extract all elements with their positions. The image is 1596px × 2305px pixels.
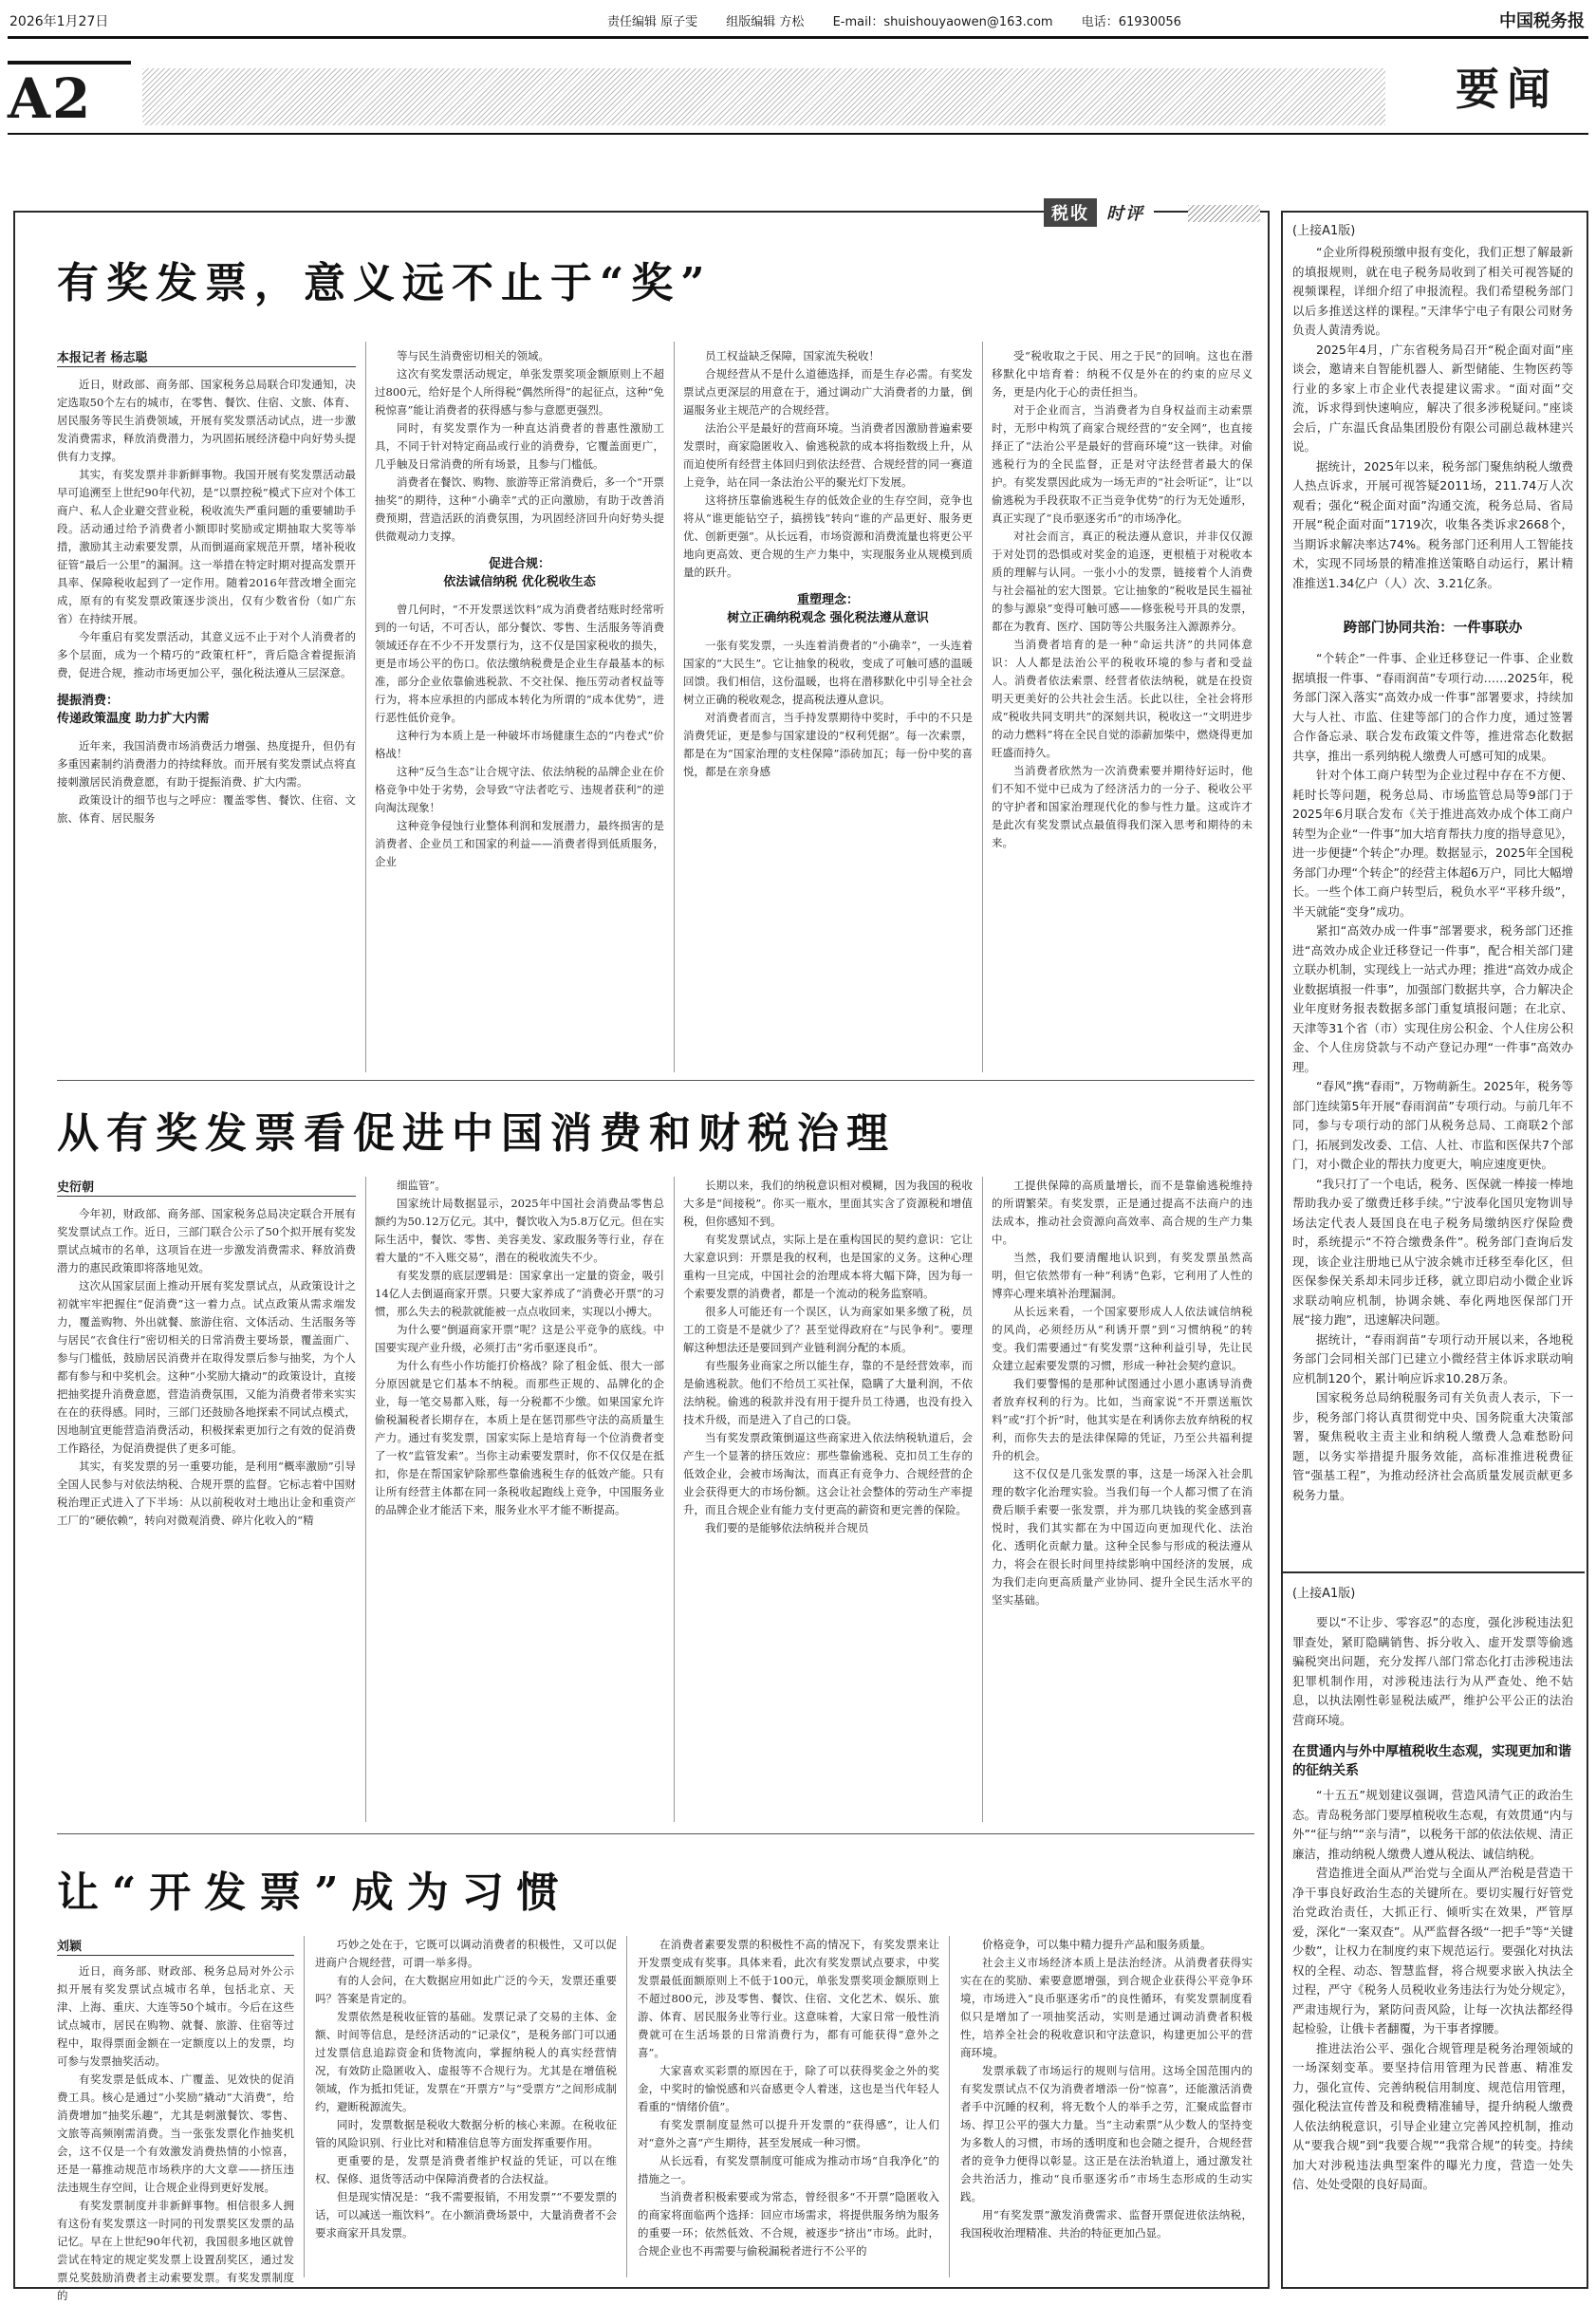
paragraph: 消费者在餐饮、购物、旅游等正常消费后，多一个“开票抽奖”的期待，这种“小确幸”式的正向激励，有助于改善消费预期，营造活跃的消费氛围，为巩固经济回升向好势头提供微观动力支撑。 <box>375 475 664 543</box>
paragraph: 这将挤压靠偷逃税生存的低效企业的生存空间，竞争也将从“谁更能钻空子，搞捞钱”转向“谁的产品更好、服务更优、创新更强”。从长远看，市场资源和消费流量也将更公平地向更高效、更合规的生产力集中，实现服务业从规模到质量的跃升。 <box>683 493 973 579</box>
subhead-line: 树立正确纳税观念 强化税法遵从意识 <box>727 611 929 625</box>
column-tag-tax: 税收 <box>1044 198 1097 227</box>
paragraph: 有奖发票的底层逻辑是：国家拿出一定量的资金，吸引14亿人去倒逼商家开票。只要大家养成了“消费必开票”的习惯，那么失去的税款就能被一点点收回来，实现以小搏大。 <box>375 1269 664 1318</box>
paragraph: 等与民生消费密切相关的领域。 <box>397 349 549 362</box>
paragraph: 长期以来，我们的纳税意识相对模糊，因为我国的税收大多是“间接税”。你买一瓶水，里面其实含了资源税和增值税，但你感知不到。 <box>683 1179 973 1228</box>
paragraph: 在消费者素要发票的积极性不高的情况下，有奖发票来让开发票变成有奖事。具体来看，此次有奖发票试点要求，中奖发票最低面额原则上不低于100元，单张发票奖项金额原则上不超过800元，涉及零售、餐饮、住宿、文化艺术、娱乐、旅游、体育、居民服务业等行业。这意味着，大家日常一般性消费就可在生活场景的日常消费行为，都有可能获得“意外之喜”。 <box>638 1938 939 2059</box>
paragraph: 据统计，2025年以来，税务部门聚焦纳税人缴费人热点诉求，开展可视答疑2011场，211.74万人次观看；强化“税企面对面”沟通交流，税务总局、省局开展“税企面对面”1719次，收集各类诉求2668个，当期诉求解决率达74%。税务部门还利用人工智能技术，实现不同场景的精准推送策略自动运行，累计精准推送1.34亿户（人）次、3.21亿条。 <box>1292 458 1573 590</box>
editor-name: 责任编辑 原子雯 <box>607 15 698 29</box>
paragraph: 营造推进全面从严治党与全面从严治税是营造干净干事良好政治生态的关键所在。要切实履行好管党治党政治责任，大抓正行、倾听实在效果，严管厚爱，深化“一案双查”。从严监督各级“一把手”等“关键少数”，让权力在制度约束下规范运行。要强化对执法权的全程、动态、智慧监督，将合规要求嵌入执法全过程，严守《税务人员税收业务违法行为处分规定》，严肃违规行为，紧防问责风险，让每一次执法都经得起检验，让俄卡者翻覆，为干事者撑腰。 <box>1292 1866 1573 2035</box>
sidebar-bottom-text-b <box>1292 1786 1573 2276</box>
paragraph: 这不仅仅是几张发票的事，这是一场深入社会肌理的数字化治理实验。当我们每一个人都习惯了在消费后顺手索要一张发票，并为那几块钱的奖金感到喜悦时，我们其实都在为中国迈向更加现代化、法治化、透明化贡献力量。这种全民参与形成的税法遵从力，将会在很长时间里持续影响中国经济的发展，成为我们走向更高质量产业协同、提升全民生活水平的坚实基础。 <box>992 1467 1253 1607</box>
paragraph: 这种竞争侵蚀行业整体利润和发展潜力，最终损害的是消费者、企业员工和国家的利益——消费者得到低质服务，企业 <box>375 819 664 868</box>
paragraph: 发票依然是税收征管的基础。发票记录了交易的主体、金额、时间等信息，是经济活动的“记录仪”，是税务部门可以通过发票信息追踪资金和货物流向，掌握纳税人的真实经营情况，有效防止隐匿收入、虚报等不合规行为。尤其是在增值税领域，作为抵扣凭证，发票在“开票方”与“受票方”之间形成制约，避断税源流失。 <box>315 2010 617 2113</box>
column-divider <box>365 1177 366 1822</box>
article1-byline: 本报记者 杨志聪 <box>57 351 148 365</box>
paragraph: 合规经营从不是什么道德选择，而是生存必需。有奖发票试点更深层的用意在于，通过调动广大消费者的力量，倒逼服务业主规范产的合规经营。 <box>683 367 973 417</box>
article1-column-2 <box>375 347 664 1072</box>
paragraph: 受“税收取之于民、用之于民”的回响。这也在潜移默化中培育着：纳税不仅是外在的约束的应尽义务，更是内化于心的责任担当。 <box>992 349 1253 399</box>
paragraph: 工提供保障的高质量增长，而不是靠偷逃税维持的所谓繁荣。有奖发票，正是通过提高不法商户的违法成本，推动社会资源向高效率、高合规的生产力集中。 <box>992 1179 1253 1246</box>
article3-column-4 <box>960 1936 1253 2276</box>
sidebar-mid-text <box>1292 649 1573 1560</box>
article2-column-3 <box>683 1177 973 1820</box>
article2-column-4 <box>992 1177 1253 1820</box>
subhead-line: 重塑理念： <box>796 593 859 607</box>
article-separator <box>57 1080 1254 1081</box>
paragraph: 为什么要“倒逼商家开票”呢？这是公平竞争的底线。中国要实现产业升级，必须打击“劣币驱逐良币”。 <box>375 1323 664 1354</box>
section-rule <box>8 133 1588 135</box>
column-divider <box>674 342 675 1072</box>
newspaper-name: 中国税务报 <box>1499 11 1585 31</box>
paragraph: 要以“不让步、零容忍”的态度，强化涉税违法犯罪查处，紧盯隐瞒销售、拆分收入、虚开发票等偷逃骗税突出问题，充分发挥八部门常态化打击涉税违法犯罪机制作用，对涉税违法行为从严查处、绝不姑息，以执法刚性彰显税法威严，维护公平公正的法治营商环境。 <box>1292 1615 1573 1727</box>
paragraph: 2025年4月，广东省税务局召开“税企面对面”座谈会，邀请来自智能机器人、新型储能、生物医药等行业的多家上市企业代表提建议需求。“面对面”交流，诉求得到快速响应，解决了很多涉税疑问。”座谈会后，广东温氏食品集团股份有限公司副总裁林建兴说。 <box>1292 342 1573 454</box>
paragraph: 巧妙之处在于，它既可以调动消费者的积极性，又可以促进商户合规经营，可谓一举多得。 <box>315 1938 617 1969</box>
paragraph: “个转企”一件事、企业迁移登记一件事、企业数据填报一件事、“春雨润苗”专项行动……2025年，税务部门深入落实“高效办成一件事”部署要求，持续加大与人社、市监、住建等部门的合作力度，通过签署合作备忘录、联合发布政策文件等，推进常态化数据共享，推出一系列纳税人缴费人可感可知的成果。 <box>1292 651 1573 763</box>
paragraph: 对社会而言，真正的税法遵从意识，并非仅仅源于对处罚的恐惧或对奖金的追逐，更根植于对税收本质的理解与认同。一张小小的发票，链接着个人消费与社会福祉的宏大图景。它让抽象的“税收是民生福祉的参与源泉”变得可触可感——修张税号开具的发票，都在为教育、医疗、国防等公共服务注入源源养分。 <box>992 530 1253 633</box>
article1-column-4 <box>992 347 1253 1072</box>
article1-subhead-3 <box>683 591 973 627</box>
paragraph: 推进法治公平、强化合规管理是税务治理领域的一场深刻变革。要坚持信用管理为民普惠、精准发力，强化宣传、完善纳税信用制度、规范信用管理，强化税法宣传普及和税费精准辅导，提升纳税人缴费人依法纳税意识，引导企业建立完善风控机制，推动从“要我合规”到“我要合规”“我常合规”的转变。持续加大对涉税违法典型案件的曝光力度，营造一处失信、处处受限的良好局面。 <box>1292 2040 1573 2191</box>
sidebar-subhead: 在贯通内与外中厚植税收生态观，实现更加和谐的征纳关系 <box>1292 1744 1571 1778</box>
paragraph: 对于企业而言，当消费者为自身权益而主动索票时，无形中构筑了商家合规经营的“安全网”，也直接择正了“法治公平是最好的营商环境”这一铁律。对偷逃税行为的全民监督，正是对守法经营者最大的保护。有奖发票因此成为一场无声的“社会听证”，让“以偷逃税为手段获取不正当竞争优势”的行为无处遁形，真正实现了“良币驱逐劣币”的市场净化。 <box>992 403 1253 525</box>
subhead-line: 传递政策温度 助力扩大内需 <box>57 712 210 726</box>
page-number: A2 <box>8 66 93 131</box>
paragraph: 国家税务总局纳税服务司有关负责人表示，下一步，税务部门将认真贯彻党中央、国务院重大决策部署，聚焦税收主责主业和纳税人缴费人急难愁盼问题，以务实举措提升服务效能，高标准推进税费征管“强基工程”，为推动经济社会高质量发展贡献更多税务力量。 <box>1292 1390 1573 1502</box>
paragraph: 一张有奖发票，一头连着消费者的“小确幸”，一头连着国家的“大民生”。它让抽象的税收，变成了可触可感的温暖回馈。我们相信，这份温暖，也将在潜移默化中引导全社会树立正确的税收观念，提高税法遵从意识。 <box>683 639 973 706</box>
column-divider <box>674 1177 675 1822</box>
paragraph: 有奖发票试点，实际上是在重构国民的契约意识：它让大家意识到：开票是我的权利，也是国家的义务。这种心理重构一旦完成，中国社会的治理成本将大幅下降，因为每一个索要发票的消费者，都是一个流动的税务监察哨。 <box>683 1233 973 1300</box>
paragraph: 当消费者欣然为一次消费索要并期待好运时，他们不知不觉中已成为了经济活力的一分子、税收公平的守护者和国家治理现代化的参与性力量。这或许才是此次有奖发票试点最值得我们深入思考和期待的未来。 <box>992 764 1253 849</box>
paragraph: 从长远来看，一个国家要形成人人依法诚信纳税的风尚，必须经历从“利诱开票”到“习惯纳税”的转变。我们需要通过“有奖发票”这种利益引导，先让民众建立起索要发票的习惯，形成一种社会契约意识。 <box>992 1305 1253 1372</box>
paragraph: 对消费者而言，当手持发票期待中奖时，手中的不只是消费凭证，更是参与国家建设的“权利凭据”。每一次索票，都是在为“国家治理的支柱保障”添砖加瓦；每一份中奖的喜悦，都是在亲身感 <box>683 711 973 778</box>
column-divider <box>626 1936 627 2277</box>
article1-column-1 <box>57 376 356 1072</box>
paragraph: 近年来，我国消费市场消费活力增强、热度提升，但仍有多重因素制约消费潜力的持续释放。而开展有奖发票试点将直接刺激居民消费意愿，有助于提振消费、扩大内需。 <box>57 739 356 789</box>
paragraph: 发票承载了市场运行的规则与信用。这场全国范围内的有奖发票试点不仅为消费者增添一份“惊喜”，还能激活消费者手中沉睡的权利，将无数个人的举手之劳，汇聚成监督市场、捍卫公平的强大力量。当“主动索票”从少数人的坚持变为多数人的习惯，市场的透明度和也会随之提升，合规经营者的竞争力便得以彰显。这正是在法治轨道上，通过激发社会共治活力，推动“良币驱逐劣币”市场生态形成的生动实践。 <box>960 2064 1253 2203</box>
paragraph: 今年初，财政部、商务部、国家税务总局决定联合开展有奖发票试点工作。近日，三部门联合公示了50个拟开展有奖发票试点城市的名单，这项旨在进一步激发消费需求、释放消费潜力的惠民政策即将落地见效。 <box>57 1207 356 1274</box>
header-hatch-band <box>142 68 1385 125</box>
paragraph: 这次从国家层面上推动开展有奖发票试点，从政策设计之初就牢牢把握住“促消费”这一着力点。试点政策从需求端发力，覆盖购物、外出就餐、旅游住宿、文体活动、生活服务等与居民“衣食住行”密切相关的日常消费主要场景，覆盖面广、参与门槛低，鼓励居民消费并在取得发票后参与抽奖，为个人都有参与和中奖机会。这种“小奖励大撬动”的政策设计，直接把抽奖提升消费意愿，营造消费氛围，又能为消费者带来实实在在的获得感。同时，三部门还鼓励各地探索不同试点模式，因地制宜更能营造消费活动，积极探索更加行之有效的促消费工作路径，为促消费提供了更多可能。 <box>57 1279 356 1455</box>
email-address: E-mail：shuishouyaowen@163.com <box>832 15 1053 29</box>
issue-date: 2026年1月27日 <box>9 14 109 29</box>
phone-number: 电话：61930056 <box>1081 15 1181 29</box>
paragraph: 但是现实情况是：“我不需要报销，不用发票”“不要发票的话，可以减送一瓶饮料”。在小额消费场景中，大量消费者不会要求商家开具发票。 <box>315 2190 617 2240</box>
paragraph: 紧扣“高效办成一件事”部署要求，税务部门还推进“高效办成企业迁移登记一件事”，配合相关部门建立联办机制，实现线上一站式办理；推进“高效办成企业数据填报一件事”，加强部门数据共享，合力解决企业年度财务报表数据多部门重复填报问题；在北京、天津等31个省（市）实现住房公积金、个人住房公积金、个人住房贷款与不动产登记办理“一件事”高效办理。 <box>1292 923 1573 1074</box>
column-divider <box>304 1936 305 2277</box>
sidebar-bottom-text-a <box>1292 1613 1573 1727</box>
subhead-line: 促进合规： <box>488 557 550 571</box>
paragraph: 我们要警惕的是那种试图通过小恩小惠诱导消费者放弃权利的行为。比如，当商家说“不开票送瓶饮料”或“打个折”时，他其实是在利诱你去放弃纳税的权利，而你失去的是法律保障的凭证，乃至公共福利提升的机会。 <box>992 1377 1253 1462</box>
article3-byline: 刘颖 <box>57 1940 83 1954</box>
article3-column-3 <box>638 1936 939 2276</box>
article3-title: 让“开发票”成为习惯 <box>57 1868 572 1917</box>
paragraph: 同时，有奖发票作为一种直达消费者的普惠性激励工具，不同于针对特定商品或行业的消费券，它覆盖面更广，几乎触及日常消费的所有场景，且参与门槛低。 <box>375 421 664 471</box>
column-divider <box>949 1936 950 2277</box>
article2-title: 从有奖发票看促进中国消费和财税治理 <box>57 1109 896 1158</box>
paragraph: 有奖发票制度并非新鲜事物。相信很多人拥有这份有奖发票这一时同的刊发票奖区发票的品记忆。早在上世纪90年代初，我国很多地区就曾尝试在特定的规定奖发票上设置刮奖区，通过发票兑奖鼓励消费者主动索要发票。有奖发票制度的 <box>57 2199 294 2302</box>
article-separator <box>57 1833 1254 1834</box>
layout-editor-name: 组版编辑 方松 <box>726 15 805 29</box>
paragraph: 政策设计的细节也与之呼应：覆盖零售、餐饮、住宿、文旅、体育、居民服务 <box>57 793 356 825</box>
editor-info <box>607 11 1206 29</box>
paragraph: 法治公平是最好的营商环境。当消费者因激励普遍索要发票时，商家隐匿收入、偷逃税款的成本将指数级上升，从而迫使所有经营主体回归到依法经营、合规经营的同一赛道上竞争，站在同一条法治公平的聚光灯下发展。 <box>683 421 973 489</box>
column-divider <box>982 342 983 1072</box>
column-divider <box>982 1177 983 1822</box>
header-rule <box>8 36 1588 39</box>
paragraph: 当消费者积极索要或为常态，曾经很多“不开票”隐匿收入的商家将面临两个选择：回应市场需求，将提供服务纳为服务的重要一环；依然低效、不合规，被逐步“挤出”市场。此时，合规企业也不再需要与偷税漏税者进行不公平的 <box>638 2190 939 2258</box>
article2-byline: 史衍朝 <box>57 1180 95 1195</box>
paragraph: 有些服务业商家之所以能生存，靠的不是经营效率，而是偷逃税款。他们不给员工买社保，隐瞒了大量利润，不依法纳税。偷逃的税款并没有用于提升员工待遇，也没有投入技术升级，而是进入了自己的口袋。 <box>683 1359 973 1426</box>
paragraph: 同时，发票数据是税收大数据分析的核心来源。在税收征管的风险识别、行业比对和精准信息等方面发挥重要作用。 <box>315 2118 617 2149</box>
paragraph: 其实，有奖发票并非新鲜事物。我国开展有奖发票活动最早可追溯至上世纪90年代初，是“以票控税”模式下应对个体工商户、私人企业避交营业税，税收流失严重问题的重要辅助手段。活动通过给予消费者小额即时奖励或定期抽取大奖等举措，激励其主动索要发票，从而倒逼商家规范开票，堵补税收征管“最后一公里”的漏洞。这一举措在特定时期对提高发票开具率、保障税收起到了一定作用。随着2016年营改增全面完成，原有的有奖发票政策逐步淡出，仅有少数省份（如广东省）在持续开展。 <box>57 468 356 625</box>
paragraph: 社会主义市场经济本质上是法治经济。从消费者获得实实在在的奖励、索要意愿增强，到合规企业获得公平竞争环境，市场进入“良币驱逐劣币”的良性循环，有奖发票制度看似只是增加了一项抽奖活动，实则是通过调动消费者积极性，培养全社会的税收意识和守法意识，构建更加公平的营商环境。 <box>960 1956 1253 2059</box>
article3-byline-rule <box>57 1955 294 1956</box>
paragraph: “春风”携“春雨”，万物萌新生。2025年，税务等部门连续第5年开展“春雨润苗”专项行动。与前几年不同，参与专项行动的部门从税务总局、工商联2个部门，拓展到发改委、工信、人社、市监和医保共7个部门，对小微企业的帮扶力度更大，响应速度更快。 <box>1292 1079 1573 1171</box>
paragraph: 用“有奖发票”激发消费需求、监督开票促进依法纳税，我国税收治理精准、共治的特征更加凸显。 <box>960 2208 1253 2240</box>
subhead-line: 提振消费： <box>57 694 120 708</box>
paragraph: 有的人会问，在大数据应用如此广泛的今天，发票还重要吗？答案是肯定的。 <box>315 1974 617 2005</box>
article1-byline-rule <box>57 366 356 367</box>
paragraph: 近日，财政部、商务部、国家税务总局联合印发通知，决定选取50个左右的城市，在零售、餐饮、住宿、文旅、体育、居民服务等民生消费领域，开展有奖发票活动试点，进一步激发消费需求，释放消费潜力，为巩固拓展经济稳中向好势头提供有力支撑。 <box>57 378 356 463</box>
paragraph: 有奖发票是低成本、广覆盖、见效快的促消费工具。核心是通过“小奖励”撬动“大消费”，给消费增加“抽奖乐趣”，尤其是刺激餐饮、零售、文旅等高频刚需消费。当一张张发票化作抽奖机会，这不仅是一个有效激发消费热情的小惊喜，还是一幕推动规范市场秩序的大文章——挤压违法违规生存空间，让合规企业得到更好发展。 <box>57 2073 294 2194</box>
tag-hatch <box>1188 205 1260 222</box>
paragraph: 价格竞争，可以集中精力提升产品和服务质量。 <box>982 1938 1212 1951</box>
sidebar-separator <box>1283 1571 1585 1573</box>
paragraph: 这种“反刍生态”让合规守法、依法纳税的品牌企业在价格竞争中处于劣势，会导致“守法者吃亏、违规者获利”的逆向淘汰现象！ <box>375 765 664 814</box>
paragraph: 我们要的是能够依法纳税并合规员 <box>705 1521 869 1534</box>
column-tag-comment: 时评 <box>1097 198 1154 227</box>
article2-column-1 <box>57 1205 356 1820</box>
paragraph: 大家喜欢买彩票的原因在于，除了可以获得奖金之外的奖金，中奖时的愉悦感和兴奋感更令人着迷，这也是当代年轻人看重的“情绪价值”。 <box>638 2064 939 2113</box>
paragraph: 这种行为本质上是一种破坏市场健康生态的“内卷式”价格战！ <box>375 729 664 760</box>
paragraph: 今年重启有奖发票活动，其意义远不止于对个人消费者的多个层面，成为一个精巧的“政策杠杆”，背后隐含着提振消费，促进合规，推动市场更加公平，强化税法遵从三层深意。 <box>57 630 356 679</box>
column-tag <box>1044 199 1154 226</box>
paragraph: 当然，我们要清醒地认识到，有奖发票虽然高明，但它依然带有一种“利诱”色彩，它利用了人性的博弈心理来填补治理漏洞。 <box>992 1251 1253 1300</box>
article1-column-3 <box>683 347 973 1072</box>
paragraph: 曾几何时，“不开发票送饮料”成为消费者结账时经常听到的一句话，不可否认，部分餐饮、零售、生活服务等消费领域还存在不少不开发票行为，这不仅是国家税收的损失，更是市场公平的伤口。依法缴纳税费是企业生存最基本的标准，部分企业依靠偷逃税款、不交社保、拖压劳动者权益等行为，将本应承担的内部成本转化为所谓的“成本优势”，进行恶性低价竞争。 <box>375 603 664 724</box>
article2-byline-rule <box>57 1196 356 1197</box>
article1-title: 有奖发票，意义远不止于“奖” <box>57 259 713 307</box>
paragraph: 更重要的是，发票是消费者维护权益的凭证，可以在维权、保修、退货等活动中保障消费者的合法权益。 <box>315 2154 617 2185</box>
column-divider <box>365 342 366 1072</box>
paragraph: 据统计，“春雨润苗”专项行动开展以来，各地税务部门会同相关部门已建立小微经营主体诉求联动响应机制120个，累计响应诉求10.28万条。 <box>1292 1331 1573 1385</box>
paragraph: 当消费者培育的是一种“命运共济”的共同体意识：人人都是法治公平的税收环境的参与者和受益人。消费者依法索票、经营者依法纳税，就是在投资明天更美好的公共社会生活。长此以往，全社会将形成“税收共同支明共”的深刻共识，税收这一“文明进步的动力燃料”将在全民自觉的添薪加柴中，燃烧得更加旺盛而持久。 <box>992 638 1253 759</box>
paragraph: 针对个体工商户转型为企业过程中存在不方便、耗时长等问题，税务总局、市场监管总局等9部门于2025年6月联合发布《关于推进高效办成个体工商户转型为企业“一件事”加大培育帮扶力度的指导意见》，进一步便捷“个转企”办理。数据显示，2025年全国税务部门办理“个转企”的经营主体超6万户，同比大幅增长。一些个体工商户转型后，税负水平“平移升级”，半天就能“变身”成功。 <box>1292 768 1573 919</box>
paragraph: 细监管”。 <box>397 1179 446 1192</box>
paragraph: 国家统计局数据显示，2025年中国社会消费品零售总额约为50.12万亿元。其中，餐饮收入为5.8万亿元。但在实际生活中，餐饮、零售、美容美发、家政服务等行业，存在着大量的“不入账交易”，潜在的税收流失不少。 <box>375 1197 664 1264</box>
paragraph: 有奖发票制度显然可以提升开发票的“获得感”，让人们对“意外之喜”产生期待，甚至发展成一种习惯。 <box>638 2118 939 2149</box>
sidebar-top-text <box>1292 243 1573 596</box>
article1-subhead-2 <box>375 555 664 591</box>
sidebar-subhead: 跨部门协同共治：一件事联办 <box>1343 621 1523 636</box>
paragraph: 其实，有奖发票的另一重要功能，是利用“概率激励”引导全国人民参与对依法纳税、合规开票的监督。它标志着中国财税治理正式进入了下半场：从以前税收对土地出让金和重资产工厂的“硬依赖”，转向对微观消费、碎片化收入的“精 <box>57 1459 356 1527</box>
subhead-line: 依法诚信纳税 优化税收生态 <box>443 575 596 589</box>
paragraph: “十五五”规划建议强调，营造风清气正的政治生态。青岛税务部门要厚植税收生态观，有效贯通“内与外”“征与纳”“亲与清”，以税务干部的依法依规、清正廉洁，推动纳税人缴费人遵从税法、诚信纳税。 <box>1292 1788 1573 1861</box>
paragraph: “我只打了一个电话，税务、医保就一棒接一棒地帮助我办妥了缴费迁移手续。”宁波奉化国贝宠物训导场法定代表人聂国良在电子税务局缴纳医疗保险费时，系统提示“不符合缴费条件”。税务部门查询后发现，该企业注册地已从宁波余姚市迁移至奉化区，但医保参保关系却未同步迁移，就立即启动小微企业诉求联动响应机制，协调余姚、奉化两地医保部门开展“接力跑”，迅速解决问题。 <box>1292 1176 1573 1327</box>
article1-subhead-1 <box>57 692 356 728</box>
continued-label: (上接A1版) <box>1292 224 1356 238</box>
paragraph: “企业所得税预缴申报有变化，我们正想了解最新的填报规则，就在电子税务局收到了相关可视答疑的视频课程，详细介绍了申报流程。我们希望税务部门以后多推送这样的课程。”天津华宁电子有限公司财务负责人黄清秀说。 <box>1292 245 1573 337</box>
article2-column-2 <box>375 1177 664 1820</box>
paragraph: 当有奖发票政策倒逼这些商家进入依法纳税轨道后，会产生一个显著的挤压效应：那些靠偷逃税、克扣员工生存的低效企业，会被市场淘汰，而真正有竞争力、合规经营的企业会获得更大的市场份额。这会让社会整体的劳动生产率提升，而且合规企业有能力支付更高的薪资和更完善的保险。 <box>683 1431 973 1516</box>
paragraph: 员工权益缺乏保障，国家流失税收！ <box>705 349 880 362</box>
paragraph: 从长远看，有奖发票制度可能成为推动市场“自我净化”的措施之一。 <box>638 2154 939 2185</box>
paragraph: 近日，商务部、财政部、税务总局对外公示拟开展有奖发票试点城市名单，包括北京、天津、上海、重庆、大连等50个城市。今后在这些试点城市，居民在购物、就餐、旅游、住宿等过程中，取得票面金额在一定额度以上的发票，均可参与发票抽奖活动。 <box>57 1964 294 2068</box>
paragraph: 很多人可能还有一个误区，认为商家如果多缴了税，员工的工资是不是就少了？甚至觉得政府在“与民争利”。要理解这种想法还是要回到产业链利润分配的本质。 <box>683 1305 973 1354</box>
paragraph: 为什么有些小作坊能打价格战？除了租金低、很大一部分原因就是它们基本不纳税。而那些正规的、品牌化的企业，每一笔交易都入账，每一分税都不少缴。如果国家允许偷税漏税者长期存在，本质上是在惩罚那些守法的高质量生产力。通过有奖发票，国家实际上是培育每一个位消费者变了一枚“监管发索”。当你主动索要发票时，你不仅仅是在抵扣，你是在帮国家铲除那些靠偷逃税生存的低效产能。只有让所有经营主体都在同一条税收起跑线上竞争，中国服务业的品牌企业才能活下来，服务业水平才能不断提高。 <box>375 1359 664 1516</box>
section-name: 要闻 <box>1456 64 1558 115</box>
continued-label: (上接A1版) <box>1292 1587 1356 1601</box>
article3-column-2 <box>315 1936 617 2276</box>
paragraph: 这次有奖发票活动规定，单张发票奖项金额原则上不超过800元，给好是个人所得税“偶然所得”的起征点，这种“免税惊喜”能让消费者的获得感与参与意愿更强烈。 <box>375 367 664 417</box>
article3-column-1 <box>57 1962 294 2302</box>
